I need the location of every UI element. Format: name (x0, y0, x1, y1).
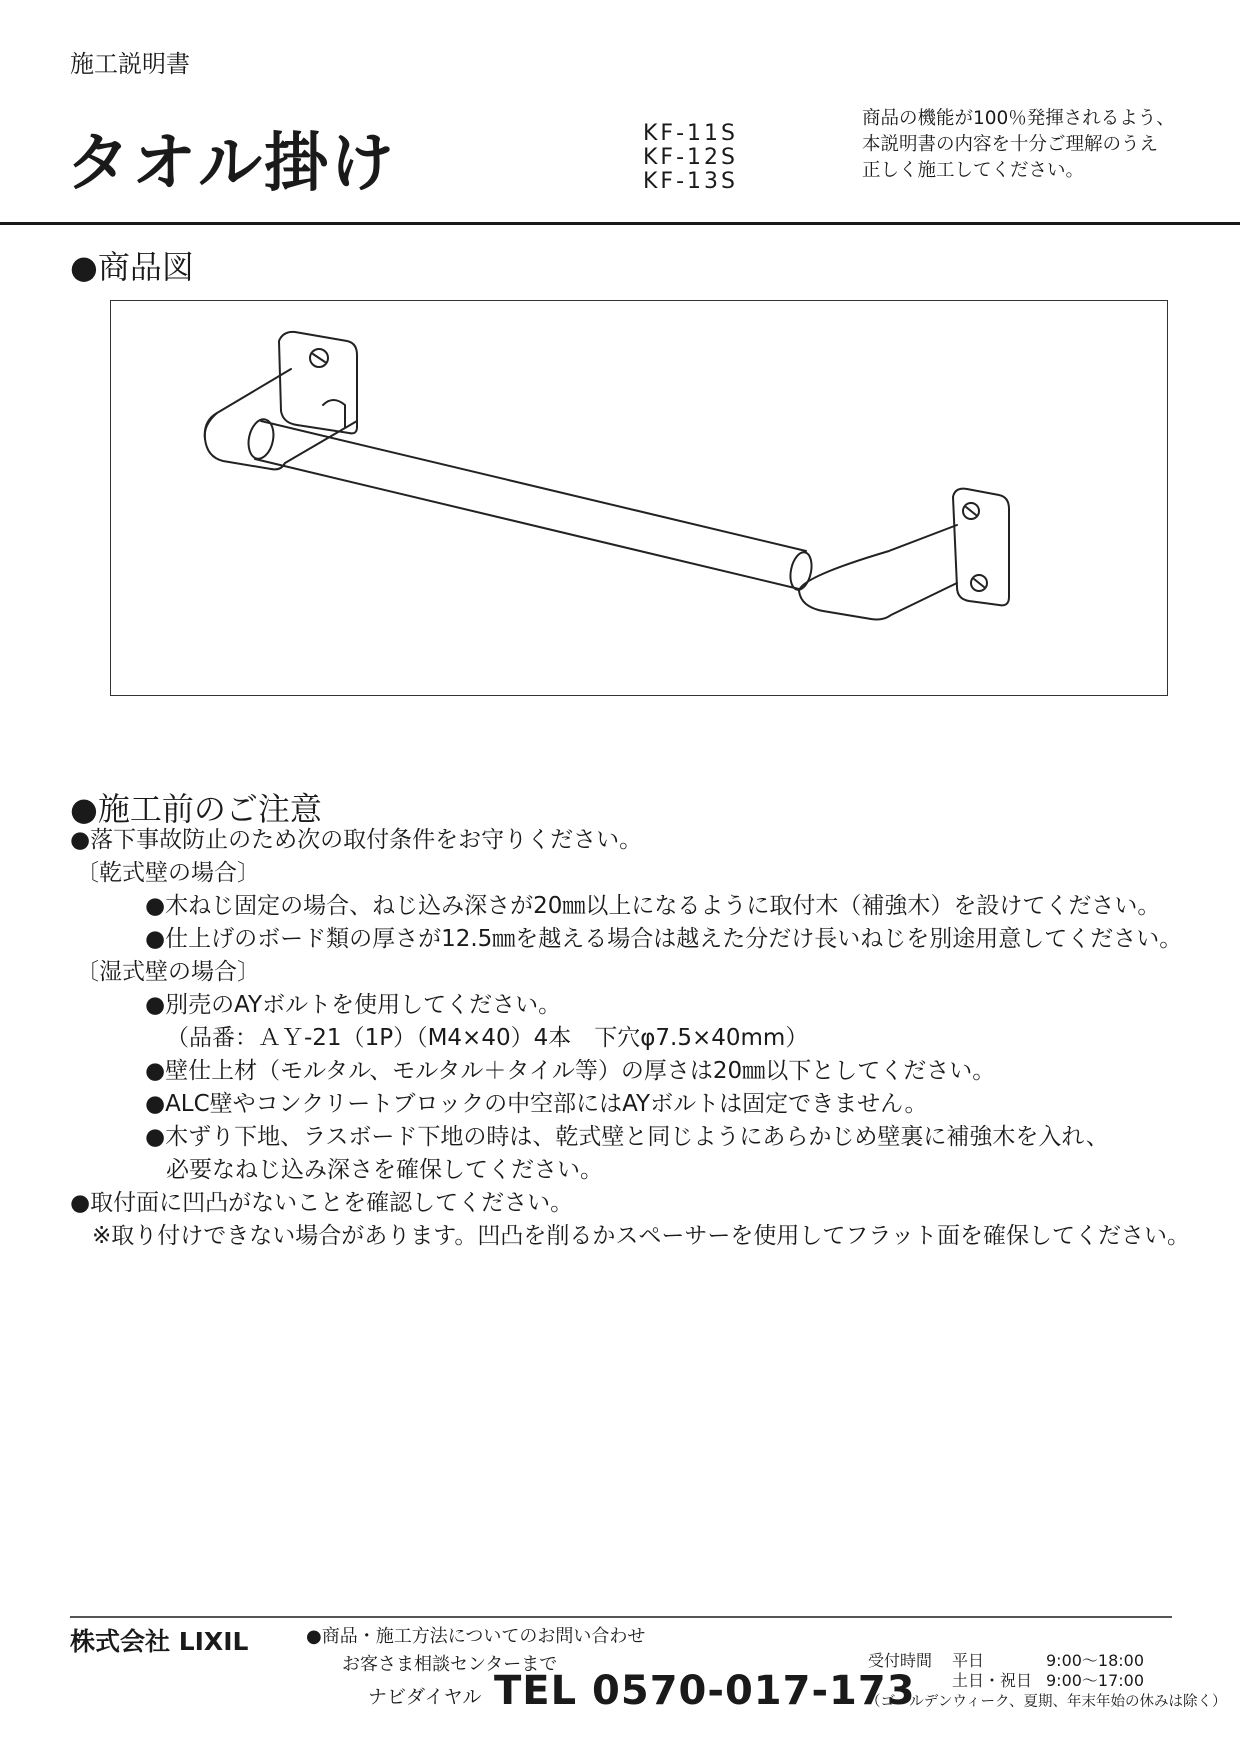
note-line: ●別売のAYボルトを使用してください。 (145, 992, 562, 1018)
weekend-time: 9:00〜17:00 (1046, 1671, 1145, 1690)
hours-note: （ゴールデンウィーク、夏期、年末年始の休みは除く） (866, 1694, 1227, 1710)
note-line: ●落下事故防止のため次の取付条件をお守りください。 (70, 827, 643, 853)
note-line: ●取付面に凹凸がないことを確認してください。 (70, 1190, 574, 1216)
right-bracket (799, 525, 957, 620)
contact-heading: ●商品・施工方法についてのお問い合わせ (306, 1626, 646, 1647)
header-divider (0, 222, 1240, 225)
note-line: ※取り付けできない場合があります。凹凸を削るかスペーサーを使用してフラット面を確保してください。 (92, 1223, 1190, 1249)
hours-weekend (952, 1668, 1144, 1691)
note-line: 〔湿式壁の場合〕 (76, 959, 260, 985)
intro-line: 本説明書の内容を十分ご理解のうえ (862, 134, 1159, 155)
note-line: 必要なねじ込み深さを確保してください。 (166, 1157, 603, 1183)
note-line: 〔乾式壁の場合〕 (76, 860, 260, 886)
intro-line: 商品の機能が100％発揮されるよう、 (862, 108, 1175, 129)
contact-subheading: お客さま相談センターまで (342, 1654, 558, 1675)
hours-label: 受付時間 (868, 1651, 933, 1670)
model-number: KF-12S (643, 145, 738, 170)
company-name: 株式会社 LIXIL (70, 1627, 249, 1656)
right-wall-plate (953, 489, 1009, 606)
note-line: ●木ねじ固定の場合、ねじ込み深さが20㎜以上になるように取付木（補強木）を設けてください。 (145, 893, 1161, 919)
note-line: ●ALC壁やコンクリートブロックの中空部にはAYボルトは固定できません。 (145, 1091, 928, 1117)
notes-section-title: ●施工前のご注意 (70, 790, 322, 828)
footer-divider (70, 1616, 1172, 1618)
product-diagram-frame (110, 300, 1168, 696)
phone-number[interactable]: TEL 0570-017-173 (494, 1668, 916, 1714)
intro-line: 正しく施工してください。 (862, 160, 1085, 181)
note-line: ●仕上げのボード類の厚さが12.5㎜を越える場合は越えた分だけ長いねじを別途用意してください。 (145, 926, 1183, 952)
model-number: KF-11S (643, 121, 738, 146)
document-type: 施工説明書 (70, 50, 190, 78)
note-line: ●木ずり下地、ラスボード下地の時は、乾式壁と同じようにあらかじめ壁裏に補強木を入れ、 (145, 1124, 1109, 1150)
note-line: （品番：ＡＹ-21（1P）（M4×40）4本 下穴φ7.5×40mm） (166, 1025, 809, 1051)
intro-text (862, 106, 1202, 184)
weekend-label: 土日・祝日 (952, 1671, 1033, 1690)
weekday-label: 平日 (952, 1651, 985, 1670)
towel-bar (255, 421, 806, 589)
page-title: タオル掛け (66, 127, 396, 201)
towel-bar-illustration (111, 301, 1166, 694)
notes-list (70, 824, 1200, 1253)
model-numbers (643, 122, 738, 194)
navi-dial-label: ナビダイヤル (368, 1686, 482, 1708)
weekday-time: 9:00〜18:00 (1046, 1651, 1145, 1670)
product-section-title: ●商品図 (70, 248, 194, 286)
model-number: KF-13S (643, 169, 738, 194)
note-line: ●壁仕上材（モルタル、モルタル＋タイル等）の厚さは20㎜以下としてください。 (145, 1058, 996, 1084)
